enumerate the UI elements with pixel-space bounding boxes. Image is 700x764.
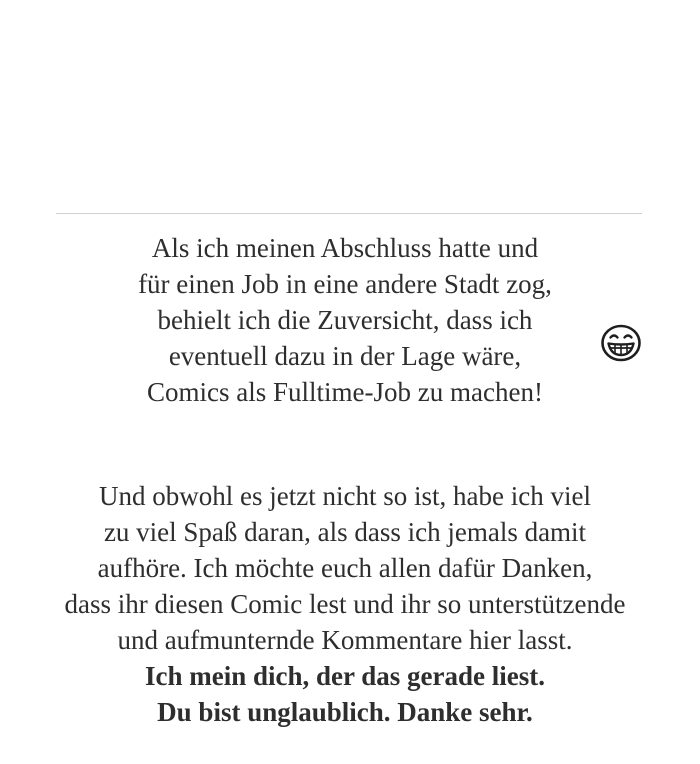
paragraph-thanks [0, 478, 690, 730]
grinning-face-icon [600, 323, 642, 363]
horizontal-divider [56, 213, 642, 214]
text-line: aufhöre. Ich möchte euch allen dafür Danken, [97, 553, 593, 583]
bold-text-line: Ich mein dich, der das gerade liest. [145, 661, 545, 691]
text-line: eventuell dazu in der Lage wäre, [168, 341, 522, 371]
text-line: Als ich meinen Abschluss hatte und [151, 233, 539, 263]
text-line: Comics als Fulltime-Job zu machen! [147, 377, 543, 407]
bold-text-line: Du bist unglaublich. Danke sehr. [157, 697, 533, 727]
text-line: zu viel Spaß daran, als dass ich jemals damit [103, 517, 587, 547]
paragraph-graduation [0, 230, 690, 410]
text-line: für einen Job in eine andere Stadt zog, [138, 269, 552, 299]
text-line: dass ihr diesen Comic lest und ihr so unterstützende [64, 589, 626, 619]
text-line: Und obwohl es jetzt nicht so ist, habe ich viel [99, 481, 591, 511]
text-line: behielt ich die Zuversicht, dass ich [157, 305, 533, 335]
text-line: und aufmunternde Kommentare hier lasst. [117, 625, 573, 655]
